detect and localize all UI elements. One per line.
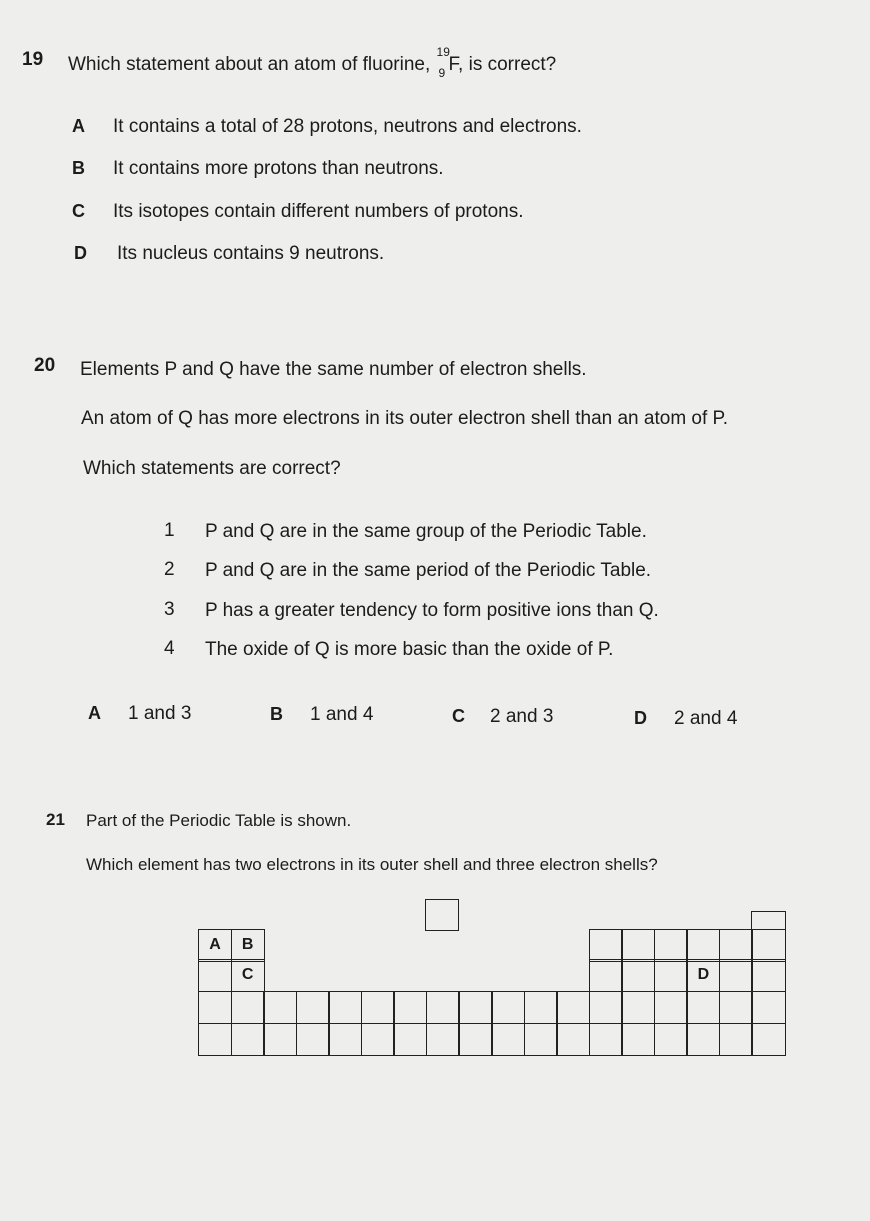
helium-cell	[751, 911, 785, 962]
table-cell	[263, 1023, 297, 1056]
table-cell	[556, 991, 590, 1024]
question-prompt: Which element has two electrons in its outer shell and three electron shells?	[86, 855, 658, 874]
statement-text: P and Q are in the same group of the Periodic Table.	[205, 521, 647, 542]
option-letter-a[interactable]: A	[72, 116, 85, 136]
option-letter-d[interactable]: D	[74, 243, 87, 263]
table-cell	[621, 959, 655, 992]
table-cell	[426, 1023, 460, 1056]
table-cell	[458, 991, 492, 1024]
table-cell	[589, 991, 623, 1024]
question-number: 20	[34, 355, 56, 376]
table-cell	[198, 991, 232, 1024]
atomic-number: 9	[438, 66, 446, 80]
question-text-part: Which statement about an atom of fluorine,	[68, 54, 431, 75]
table-cell	[654, 1023, 688, 1056]
question-text: An atom of Q has more electrons in its outer electron shell than an atom of P.	[81, 408, 729, 429]
table-cell	[621, 1023, 655, 1056]
option-text-b: It contains more protons than neutrons.	[113, 158, 444, 179]
option-text-c: 2 and 3	[490, 706, 554, 727]
table-cell	[621, 991, 655, 1024]
table-cell	[556, 1023, 590, 1056]
option-letter-c[interactable]: C	[452, 706, 465, 726]
table-cell	[686, 991, 720, 1024]
option-text-a: 1 and 3	[128, 703, 192, 724]
table-cell	[296, 991, 330, 1024]
table-cell	[751, 929, 785, 962]
option-letter-a[interactable]: A	[88, 703, 101, 723]
table-cell	[654, 959, 688, 992]
table-cell	[491, 1023, 525, 1056]
table-cell	[524, 1023, 558, 1056]
table-cell	[198, 959, 232, 992]
option-text-a: It contains a total of 28 protons, neutrons and electrons.	[113, 116, 582, 137]
table-cell	[426, 991, 460, 1024]
table-cell	[524, 991, 558, 1024]
element-cell-b[interactable]: B	[231, 929, 265, 962]
table-cell	[393, 1023, 427, 1056]
option-letter-c[interactable]: C	[72, 201, 85, 221]
table-cell	[361, 1023, 395, 1056]
question-text: Part of the Periodic Table is shown.	[86, 811, 352, 830]
element-cell-d[interactable]: D	[686, 959, 720, 992]
table-cell	[361, 991, 395, 1024]
mass-number: 19	[436, 45, 450, 59]
table-cell	[328, 991, 362, 1024]
element-symbol: F	[448, 54, 459, 75]
statement-number: 4	[164, 638, 175, 659]
option-text-b: 1 and 4	[310, 704, 374, 725]
question-text: Elements P and Q have the same number of electron shells.	[80, 359, 587, 380]
table-cell	[654, 929, 688, 962]
option-text-d: Its nucleus contains 9 neutrons.	[117, 243, 385, 264]
question-prompt: Which statements are correct?	[83, 458, 341, 479]
table-cell	[686, 929, 720, 962]
table-cell	[751, 959, 785, 992]
question-number: 21	[46, 810, 65, 829]
table-cell	[589, 1023, 623, 1056]
option-letter-d[interactable]: D	[634, 708, 647, 728]
statement-number: 1	[164, 520, 175, 541]
table-cell	[589, 959, 623, 992]
table-cell	[263, 991, 297, 1024]
statement-number: 2	[164, 559, 175, 580]
table-cell	[328, 1023, 362, 1056]
table-cell	[198, 1023, 232, 1056]
table-cell	[393, 991, 427, 1024]
table-cell	[686, 1023, 720, 1056]
hydrogen-cell	[425, 899, 459, 931]
option-letter-b[interactable]: B	[72, 158, 85, 178]
table-cell	[231, 1023, 265, 1056]
table-cell	[751, 991, 785, 1024]
option-letter-b[interactable]: B	[270, 704, 283, 724]
table-cell	[296, 1023, 330, 1056]
question-text-part: , is correct?	[458, 54, 557, 75]
question-number: 19	[22, 49, 44, 70]
element-cell-a[interactable]: A	[198, 929, 232, 962]
table-cell	[751, 1023, 785, 1056]
table-cell	[654, 991, 688, 1024]
table-cell	[458, 1023, 492, 1056]
table-cell	[621, 929, 655, 962]
isotope-notation	[436, 45, 450, 80]
table-cell	[589, 929, 623, 962]
statement-text: P and Q are in the same period of the Periodic Table.	[205, 560, 652, 581]
table-cell	[231, 991, 265, 1024]
table-cell	[719, 929, 753, 962]
statement-number: 3	[164, 599, 175, 620]
question-text	[68, 45, 557, 80]
statement-text: The oxide of Q is more basic than the oxide of P.	[205, 639, 614, 660]
table-cell	[719, 1023, 753, 1056]
element-cell-c[interactable]: C	[231, 959, 265, 992]
table-cell	[719, 959, 753, 992]
table-cell	[491, 991, 525, 1024]
option-text-d: 2 and 4	[674, 708, 738, 729]
table-cell	[719, 991, 753, 1024]
option-text-c: Its isotopes contain different numbers of protons.	[113, 201, 524, 222]
statement-text: P has a greater tendency to form positive ions than Q.	[205, 600, 659, 621]
